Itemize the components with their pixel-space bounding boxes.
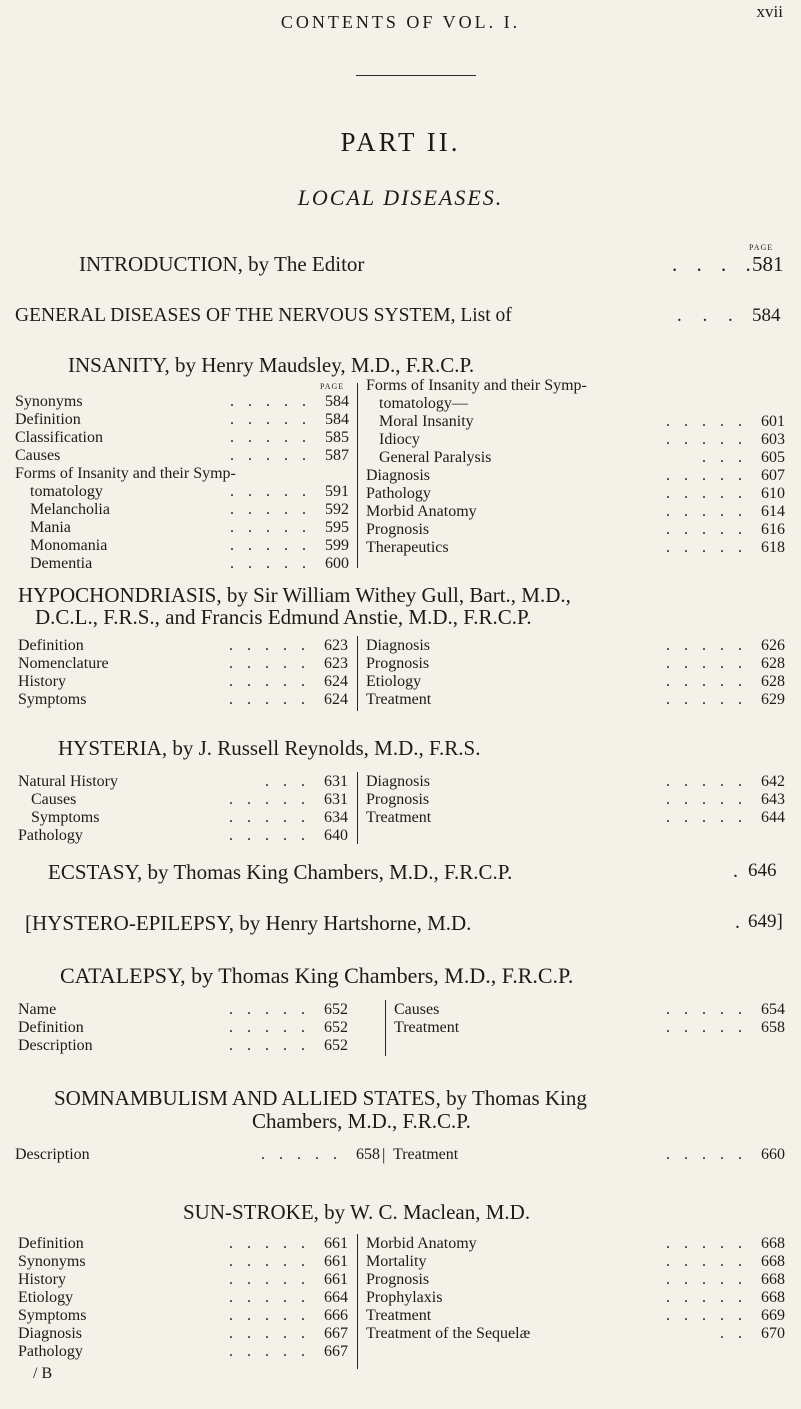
contents-entry — [15, 447, 349, 465]
entry-page: 629 — [761, 691, 785, 708]
contents-entry — [366, 413, 785, 431]
contents-entry — [18, 691, 348, 709]
contents-entry — [366, 791, 785, 809]
entry-page: 610 — [761, 485, 785, 502]
contents-entry — [18, 655, 348, 673]
entry-page: 640 — [324, 827, 348, 844]
intro-entry: INTRODUCTION, by The Editor — [79, 252, 365, 276]
hysteria-title: HYSTERIA, by J. Russell Reynolds, M.D., F.R.S. — [58, 736, 481, 760]
sunstroke-left-column — [18, 1235, 348, 1361]
entry-label: Nomenclature — [18, 655, 109, 672]
contents-entry — [18, 1253, 348, 1271]
entry-label: Diagnosis — [366, 637, 430, 654]
entry-page: 624 — [324, 691, 348, 708]
entry-page: 634 — [324, 809, 348, 826]
entry-label: Forms of Insanity and their Symp- — [15, 465, 236, 482]
entry-page: 667 — [324, 1325, 348, 1342]
entry-page: 668 — [761, 1235, 785, 1252]
dot-leader: . . . . . — [229, 1253, 310, 1270]
entry-label: Symptoms — [31, 809, 100, 826]
contents-entry — [366, 655, 785, 673]
entry-label: Idiocy — [379, 431, 420, 448]
sunstroke-right-column — [366, 1235, 785, 1343]
contents-entry — [366, 1271, 785, 1289]
entry-label: Pathology — [18, 1343, 83, 1360]
contents-entry — [366, 431, 785, 449]
contents-entry — [366, 395, 785, 413]
dot-leader: . . . . . — [666, 1271, 747, 1288]
entry-page: 664 — [324, 1289, 348, 1306]
dot-leader: . . . . . — [666, 1307, 747, 1324]
ecstasy-leader: . — [733, 860, 738, 882]
catalepsy-right-column — [394, 1001, 785, 1037]
entry-label: Synonyms — [18, 1253, 86, 1270]
somnambulism-left-column — [15, 1146, 380, 1164]
dot-leader: . . . . . — [229, 791, 310, 808]
contents-entry — [15, 1146, 380, 1164]
entry-page: 628 — [761, 655, 785, 672]
dot-leader: . . . . . — [666, 1146, 747, 1163]
entry-page: 626 — [761, 637, 785, 654]
dot-leader: . . . . . — [230, 501, 311, 518]
entry-label: Prophylaxis — [366, 1289, 443, 1306]
dot-leader: . . . . . — [230, 555, 311, 572]
somnambulism-title-line2: Chambers, M.D., F.R.C.P. — [252, 1109, 471, 1133]
hypochondriasis-title-line2: D.C.L., F.R.S., and Francis Edmund Anstie, M.D., F.R.C.P. — [35, 605, 532, 629]
entry-label: Treatment of the Sequelæ — [366, 1325, 531, 1342]
insanity-left-column — [15, 393, 349, 573]
contents-entry — [366, 673, 785, 691]
dot-leader: . . . . . — [229, 1289, 310, 1306]
entry-page: 592 — [325, 501, 349, 518]
entry-label: Therapeutics — [366, 539, 449, 556]
intro-page: 581 — [752, 252, 784, 276]
dot-leader: . . . . . — [666, 1001, 747, 1018]
dot-leader: . . . . . — [666, 673, 747, 690]
general-page: 584 — [752, 305, 781, 326]
entry-label: Treatment — [394, 1019, 460, 1036]
entry-label: Monomania — [30, 537, 108, 554]
header-divider — [356, 75, 476, 76]
entry-page: 631 — [324, 773, 348, 790]
entry-page: 605 — [761, 449, 785, 466]
insanity-right-column — [366, 377, 785, 557]
contents-entry — [15, 393, 349, 411]
contents-entry — [366, 1289, 785, 1307]
entry-page: 616 — [761, 521, 785, 538]
intro-leader: . . . . — [672, 252, 758, 276]
entry-page: 614 — [761, 503, 785, 520]
entry-label: Causes — [394, 1001, 440, 1018]
entry-page: 654 — [761, 1001, 785, 1018]
dot-leader: . . . . . — [229, 655, 310, 672]
column-divider — [357, 1234, 358, 1369]
column-divider: | — [382, 1145, 386, 1164]
entry-label: Symptoms — [18, 691, 87, 708]
entry-label: Description — [18, 1037, 93, 1054]
entry-label: Dementia — [30, 555, 93, 572]
entry-page: 643 — [761, 791, 785, 808]
entry-label: Pathology — [18, 827, 83, 844]
column-divider — [357, 636, 358, 711]
entry-page: 668 — [761, 1289, 785, 1306]
contents-entry — [18, 1037, 348, 1055]
part-title: PART II. — [340, 127, 461, 157]
somnambulism-right-column — [393, 1146, 785, 1164]
entry-label: Symptoms — [18, 1307, 87, 1324]
dot-leader: . . . . . — [666, 485, 747, 502]
contents-entry — [366, 1307, 785, 1325]
entry-page: 669 — [761, 1307, 785, 1324]
entry-label: Description — [15, 1146, 90, 1163]
entry-label: Morbid Anatomy — [366, 503, 477, 520]
column-divider — [357, 772, 358, 844]
entry-label: Prognosis — [366, 791, 430, 808]
entry-page: 607 — [761, 467, 785, 484]
dot-leader: . . . . . — [666, 521, 747, 538]
entry-label: Definition — [18, 637, 84, 654]
dot-leader: . . . . . — [666, 467, 747, 484]
entry-page: 642 — [761, 773, 785, 790]
contents-entry — [15, 465, 349, 483]
entry-page: 587 — [325, 447, 349, 464]
entry-label: Diagnosis — [366, 773, 430, 790]
entry-page: 631 — [324, 791, 348, 808]
dot-leader: . . . . . — [666, 655, 747, 672]
entry-label: Morbid Anatomy — [366, 1235, 477, 1252]
catalepsy-title: CATALEPSY, by Thomas King Chambers, M.D., F.R.C.P. — [60, 963, 574, 988]
dot-leader: . . . . . — [666, 791, 747, 808]
entry-label: Moral Insanity — [379, 413, 474, 430]
entry-page: 660 — [761, 1146, 785, 1163]
contents-entry — [366, 1325, 785, 1343]
contents-entry — [366, 377, 785, 395]
insanity-page-head: PAGE — [320, 382, 345, 391]
insanity-title: INSANITY, by Henry Maudsley, M.D., F.R.C.P. — [68, 353, 475, 377]
hysteria-right-column — [366, 773, 785, 827]
sunstroke-title: SUN-STROKE, by W. C. Maclean, M.D. — [183, 1200, 531, 1224]
contents-entry — [394, 1019, 785, 1037]
entry-page: 668 — [761, 1271, 785, 1288]
entry-page: 661 — [324, 1271, 348, 1288]
contents-entry — [18, 1271, 348, 1289]
entry-label: Diagnosis — [18, 1325, 82, 1342]
column-divider — [357, 383, 358, 568]
dot-leader: . . . . . — [229, 637, 310, 654]
contents-entry — [18, 809, 348, 827]
page-column-head: PAGE — [749, 243, 774, 252]
entry-label: Prognosis — [366, 521, 430, 538]
entry-label: tomatology— — [379, 395, 468, 412]
contents-entry — [18, 1307, 348, 1325]
dot-leader: . . . . . — [229, 1235, 310, 1252]
entry-label: Mania — [30, 519, 71, 536]
hypochondriasis-left-column — [18, 637, 348, 709]
contents-entry — [18, 773, 348, 791]
entry-page: 601 — [761, 413, 785, 430]
contents-entry — [366, 637, 785, 655]
entry-page: 584 — [325, 411, 349, 428]
entry-page: 624 — [324, 673, 348, 690]
dot-leader: . . . . . — [666, 1019, 747, 1036]
contents-entry — [18, 637, 348, 655]
contents-entry — [366, 503, 785, 521]
dot-leader: . . . . . — [229, 1307, 310, 1324]
entry-page: 599 — [325, 537, 349, 554]
contents-entry — [18, 1289, 348, 1307]
entry-label: Causes — [31, 791, 77, 808]
contents-entry — [15, 483, 349, 501]
entry-page: 667 — [324, 1343, 348, 1360]
entry-label: Definition — [18, 1235, 84, 1252]
dot-leader: . . — [720, 1325, 747, 1342]
entry-page: 644 — [761, 809, 785, 826]
entry-page: 661 — [324, 1253, 348, 1270]
entry-page: 652 — [324, 1001, 348, 1018]
contents-entry — [366, 467, 785, 485]
entry-page: 623 — [324, 637, 348, 654]
ecstasy-page: 646 — [748, 860, 777, 881]
contents-entry — [366, 521, 785, 539]
entry-label: Melancholia — [30, 501, 110, 518]
entry-page: 666 — [324, 1307, 348, 1324]
catalepsy-left-column — [18, 1001, 348, 1055]
entry-label: tomatology — [30, 483, 103, 500]
dot-leader: . . . . . — [229, 827, 310, 844]
contents-entry — [393, 1146, 785, 1164]
dot-leader: . . . . . — [229, 1325, 310, 1342]
dot-leader: . . . . . — [230, 483, 311, 500]
dot-leader: . . . . . — [229, 809, 310, 826]
column-divider — [385, 1000, 386, 1056]
entry-label: Pathology — [366, 485, 431, 502]
hysteroepilepsy-entry: [HYSTERO-EPILEPSY, by Henry Hartshorne, M.D. — [25, 911, 472, 935]
contents-entry — [366, 809, 785, 827]
entry-label: Definition — [18, 1019, 84, 1036]
entry-label: General Paralysis — [379, 449, 492, 466]
dot-leader: . . . — [702, 449, 747, 466]
signature-mark: / B — [33, 1365, 53, 1382]
contents-entry — [18, 1343, 348, 1361]
entry-page: 652 — [324, 1019, 348, 1036]
dot-leader: . . . . . — [261, 1146, 342, 1163]
dot-leader: . . . . . — [230, 429, 311, 446]
somnambulism-title-line1: SOMNAMBULISM AND ALLIED STATES, by Thomas King — [54, 1086, 587, 1110]
dot-leader: . . . — [265, 773, 310, 790]
dot-leader: . . . . . — [666, 539, 747, 556]
dot-leader: . . . . . — [229, 673, 310, 690]
dot-leader: . . . . . — [666, 691, 747, 708]
contents-entry — [15, 555, 349, 573]
hysteroepilepsy-leader: . — [735, 911, 740, 933]
entry-page: 652 — [324, 1037, 348, 1054]
entry-page: 584 — [325, 393, 349, 410]
running-title: CONTENTS OF VOL. I. — [280, 12, 521, 32]
hypochondriasis-title-line1: HYPOCHONDRIASIS, by Sir William Withey Gull, Bart., M.D., — [18, 583, 571, 607]
entry-label: Natural History — [18, 773, 118, 790]
page-number: xvii — [756, 2, 783, 21]
dot-leader: . . . . . — [666, 637, 747, 654]
dot-leader: . . . . . — [666, 431, 747, 448]
dot-leader: . . . . . — [230, 447, 311, 464]
part-subtitle: LOCAL DISEASES. — [297, 185, 504, 210]
dot-leader: . . . . . — [229, 1343, 310, 1360]
entry-page: 603 — [761, 431, 785, 448]
entry-page: 668 — [761, 1253, 785, 1270]
entry-label: Classification — [15, 429, 103, 446]
contents-entry — [394, 1001, 785, 1019]
general-leader: . . . — [677, 305, 741, 326]
entry-page: 618 — [761, 539, 785, 556]
contents-entry — [18, 827, 348, 845]
entry-label: Etiology — [18, 1289, 74, 1306]
contents-entry — [18, 791, 348, 809]
dot-leader: . . . . . — [230, 537, 311, 554]
contents-entry — [18, 1235, 348, 1253]
contents-entry — [366, 485, 785, 503]
dot-leader: . . . . . — [229, 1001, 310, 1018]
dot-leader: . . . . . — [230, 519, 311, 536]
hypochondriasis-right-column — [366, 637, 785, 709]
contents-entry — [15, 501, 349, 519]
dot-leader: . . . . . — [666, 1235, 747, 1252]
contents-entry — [18, 1001, 348, 1019]
ecstasy-entry: ECSTASY, by Thomas King Chambers, M.D., F.R.C.P. — [48, 860, 513, 884]
contents-entry — [15, 429, 349, 447]
entry-label: Diagnosis — [366, 467, 430, 484]
entry-label: Name — [18, 1001, 57, 1018]
entry-label: Definition — [15, 411, 81, 428]
dot-leader: . . . . . — [229, 1019, 310, 1036]
entry-label: Forms of Insanity and their Symp- — [366, 377, 587, 394]
contents-entry — [15, 537, 349, 555]
entry-page: 591 — [325, 483, 349, 500]
hysteria-left-column — [18, 773, 348, 845]
entry-label: History — [18, 673, 66, 690]
contents-entry — [18, 673, 348, 691]
contents-entry — [15, 411, 349, 429]
dot-leader: . . . . . — [229, 1271, 310, 1288]
dot-leader: . . . . . — [666, 1289, 747, 1306]
dot-leader: . . . . . — [666, 1253, 747, 1270]
entry-label: Mortality — [366, 1253, 427, 1270]
contents-entry — [366, 1253, 785, 1271]
entry-label: Prognosis — [366, 1271, 430, 1288]
contents-entry — [366, 449, 785, 467]
entry-page: 623 — [324, 655, 348, 672]
general-entry: GENERAL DISEASES OF THE NERVOUS SYSTEM, List of — [15, 305, 512, 326]
entry-label: Etiology — [366, 673, 422, 690]
contents-entry — [366, 773, 785, 791]
entry-label: History — [18, 1271, 66, 1288]
entry-page: 595 — [325, 519, 349, 536]
entry-page: 658 — [356, 1146, 380, 1163]
dot-leader: . . . . . — [230, 393, 311, 410]
dot-leader: . . . . . — [229, 691, 310, 708]
entry-page: 600 — [325, 555, 349, 572]
entry-label: Treatment — [366, 809, 432, 826]
dot-leader: . . . . . — [229, 1037, 310, 1054]
dot-leader: . . . . . — [666, 413, 747, 430]
entry-label: Causes — [15, 447, 61, 464]
entry-label: Treatment — [366, 1307, 432, 1324]
dot-leader: . . . . . — [666, 773, 747, 790]
dot-leader: . . . . . — [230, 411, 311, 428]
dot-leader: . . . . . — [666, 809, 747, 826]
hysteroepilepsy-page: 649] — [748, 911, 783, 932]
entry-label: Treatment — [366, 691, 432, 708]
entry-label: Prognosis — [366, 655, 430, 672]
contents-entry — [366, 539, 785, 557]
contents-entry — [18, 1325, 348, 1343]
contents-entry — [18, 1019, 348, 1037]
entry-page: 658 — [761, 1019, 785, 1036]
entry-page: 628 — [761, 673, 785, 690]
entry-page: 661 — [324, 1235, 348, 1252]
entry-label: Synonyms — [15, 393, 83, 410]
entry-page: 670 — [761, 1325, 785, 1342]
dot-leader: . . . . . — [666, 503, 747, 520]
contents-entry — [366, 691, 785, 709]
entry-page: 585 — [325, 429, 349, 446]
entry-label: Treatment — [393, 1146, 459, 1163]
contents-entry — [366, 1235, 785, 1253]
contents-entry — [15, 519, 349, 537]
